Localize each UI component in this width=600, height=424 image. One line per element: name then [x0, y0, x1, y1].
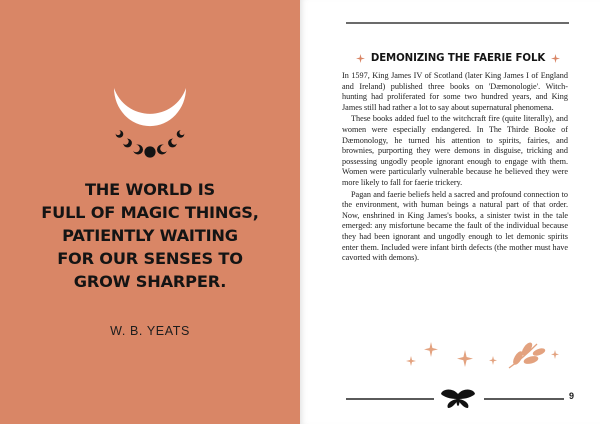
section-heading	[342, 50, 574, 66]
sparkle-icon	[457, 350, 473, 367]
bottom-divider-left	[346, 398, 434, 400]
quote-line: GROW SHARPER.	[73, 272, 227, 291]
paragraph: These books added fuel to the witchcraft fire (quite literally), and women were especially endangered. In The Thirde Booke of Dæmonology, he turned his attention to spirits, fairies, and brownies, purporting they were demons in disguise, tricking and possessing ungodly people ignorant enough to engage with them. Women were particularly vulnerable because he believed they were more likely to fall for faerie trickery.	[342, 114, 568, 187]
quote-line: PATIENTLY WAITING	[62, 226, 238, 245]
page-number: 9	[569, 391, 575, 401]
moth-icon	[440, 388, 476, 410]
quote-line: THE WORLD IS	[84, 180, 216, 199]
star-icon	[551, 54, 560, 63]
sparkle-icon	[489, 356, 497, 365]
quote-line: FOR OUR SENSES TO	[57, 249, 243, 268]
sparkle-icon	[424, 342, 438, 357]
leaf-sprig-icon	[509, 342, 546, 368]
top-divider	[346, 22, 569, 24]
quote-text	[20, 178, 280, 293]
paragraph: Pagan and faerie beliefs held a sacred and profound connection to the environment, with human beings a natural part of that order. Now, enshrined in King James's books, a sinister twist in the tale emerged: any misfortune became the fault of the individual because they had been ignorant and ungodly enough to let demonic spirits enter them. Included were infant birth defects (the mother must have cavorted with demons).	[342, 189, 568, 263]
crescent-moon-phases-icon	[100, 82, 200, 162]
paragraph: In 1597, King James IV of Scotland (later King James I of England and Ireland) published three books on 'Dæmonologie'. Witch-hunting had proliferated for some two hundred years, and King James still had rather a lot to say about supernatural phenomena.	[342, 71, 568, 112]
sparkle-icon	[406, 356, 416, 366]
sparkle-decoration	[405, 336, 565, 376]
bottom-divider-right	[484, 398, 564, 400]
sparkle-icon	[551, 350, 559, 359]
article-body	[342, 71, 568, 265]
quote-author: W. B. YEATS	[110, 324, 190, 338]
quote-line: FULL OF MAGIC THINGS,	[41, 203, 259, 222]
section-title: DEMONIZING THE FAERIE FOLK	[370, 52, 546, 64]
star-icon	[356, 54, 365, 63]
